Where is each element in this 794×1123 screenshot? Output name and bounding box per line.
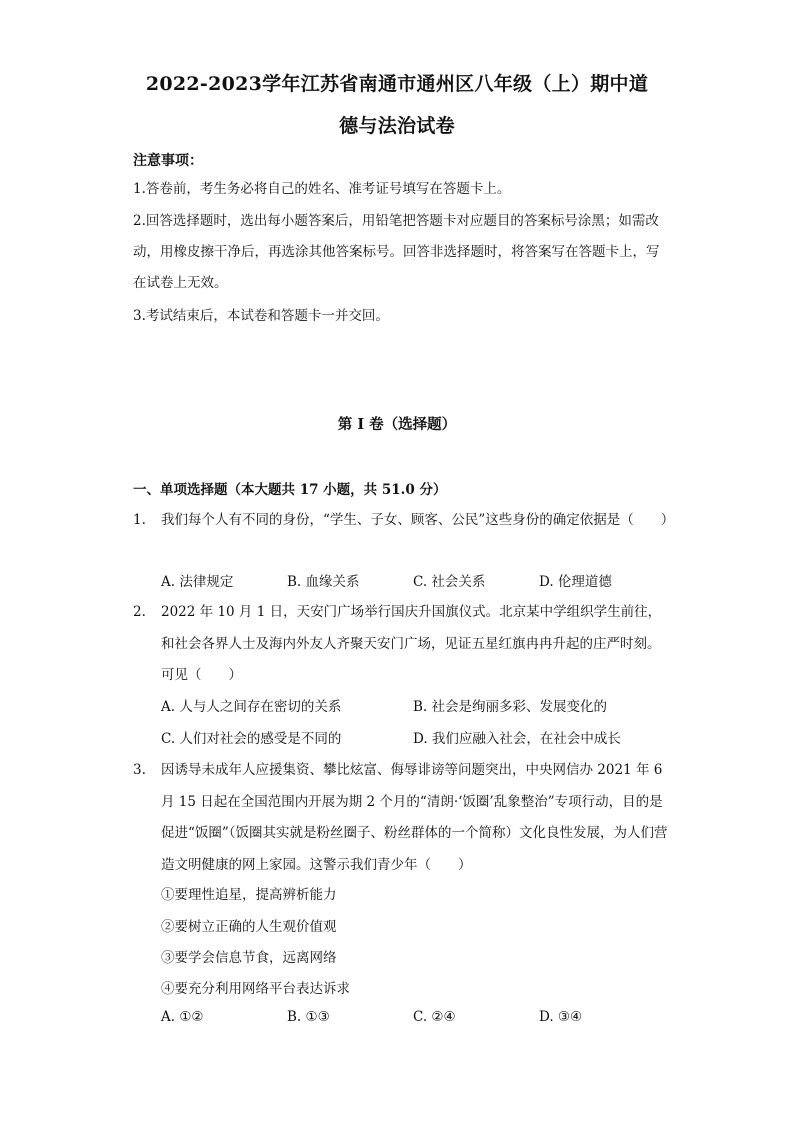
option-a[interactable]: A. 法律规定 [161,574,234,590]
question-stem: 2022 年 10 月 1 日，天安门广场举行国庆升国旗仪式。北京某中学组织学生前往，和社会各界人士及海内外友人齐聚天安门广场，见证五星红旗冉冉升起的庄严时刻。可见（ ） [161,604,662,683]
note-item-3: 3.考试结束后，本试卷和答题卡一并交回。 [133,308,389,324]
note-item-2: 2.回答选择题时，选出每小题答案后，用铅笔把答题卡对应题目的答案标号涂黑；如需改动，用橡皮擦干净后，再选涂其他答案标号。回答非选择题时，将答案写在答题卡上，写在试卷上无效。 [133,213,660,291]
option-b[interactable]: B. ①③ [287,1009,330,1025]
question-1 [133,505,673,537]
part-title: 一、单项选择题（本大题共 17 小题，共 51.0 分） [133,482,447,498]
question-2-options-row2 [161,727,681,757]
option-b[interactable]: B. 血缘关系 [287,574,360,590]
question-number: 2. [133,604,146,620]
question-number: 3. [133,762,146,778]
question-1-options [161,570,681,600]
exam-title-line1: 2022-2023学年江苏省南通市通州区八年级（上）期中道 [145,73,649,95]
question-3-subitem-3: ③要学会信息节食，远离网络 [161,950,337,966]
option-d[interactable]: D. ③④ [539,1009,583,1025]
option-d[interactable]: D. 伦理道德 [539,574,612,590]
option-c[interactable]: C. 人们对社会的感受是不同的 [161,731,342,747]
option-c[interactable]: C. ②④ [413,1009,456,1025]
question-stem: 我们每个人有不同的身份，“学生、子女、顾客、公民”这些身份的确定依据是（ ） [161,512,675,528]
question-3-options [161,1009,681,1039]
option-d[interactable]: D. 我们应融入社会，在社会中成长 [413,731,621,747]
note-item-1: 1.答卷前，考生务必将自己的姓名、准考证号填写在答题卡上。 [133,181,511,197]
question-2 [133,597,673,692]
question-stem: 因诱导未成年人应援集资、攀比炫富、侮辱诽谤等问题突出，中央网信办 2021 年 6 月 15 日起在全国范围内开展为期 2 个月的“清朗·‘饭圈’乱象整治”专项行动，目的是促进“饭圈”（饭圈其实就是粉丝圈子、粉丝群体的一个简称）文化良性发展，为人们营造文明健康的网上家园。这警示我们青少年（ ） [161,762,668,873]
option-b[interactable]: B. 社会是绚丽多彩、发展变化的 [413,699,608,715]
option-a[interactable]: A. 人与人之间存在密切的关系 [161,699,342,715]
question-2-options-row1 [161,695,681,725]
question-3-subitem-1: ①要理性追星，提高辨析能力 [161,887,337,903]
notes-heading: 注意事项： [133,153,203,169]
section-title: 第 I 卷（选择题） [337,416,457,433]
option-c[interactable]: C. 社会关系 [413,574,486,590]
question-3-subitem-2: ②要树立正确的人生观价值观 [161,919,337,935]
question-3 [133,755,673,881]
exam-title-line2: 德与法治试卷 [339,115,455,137]
question-3-subitem-4: ④要充分利用网络平台表达诉求 [161,981,350,997]
question-number: 1. [133,512,146,528]
option-a[interactable]: A. ①② [161,1009,204,1025]
